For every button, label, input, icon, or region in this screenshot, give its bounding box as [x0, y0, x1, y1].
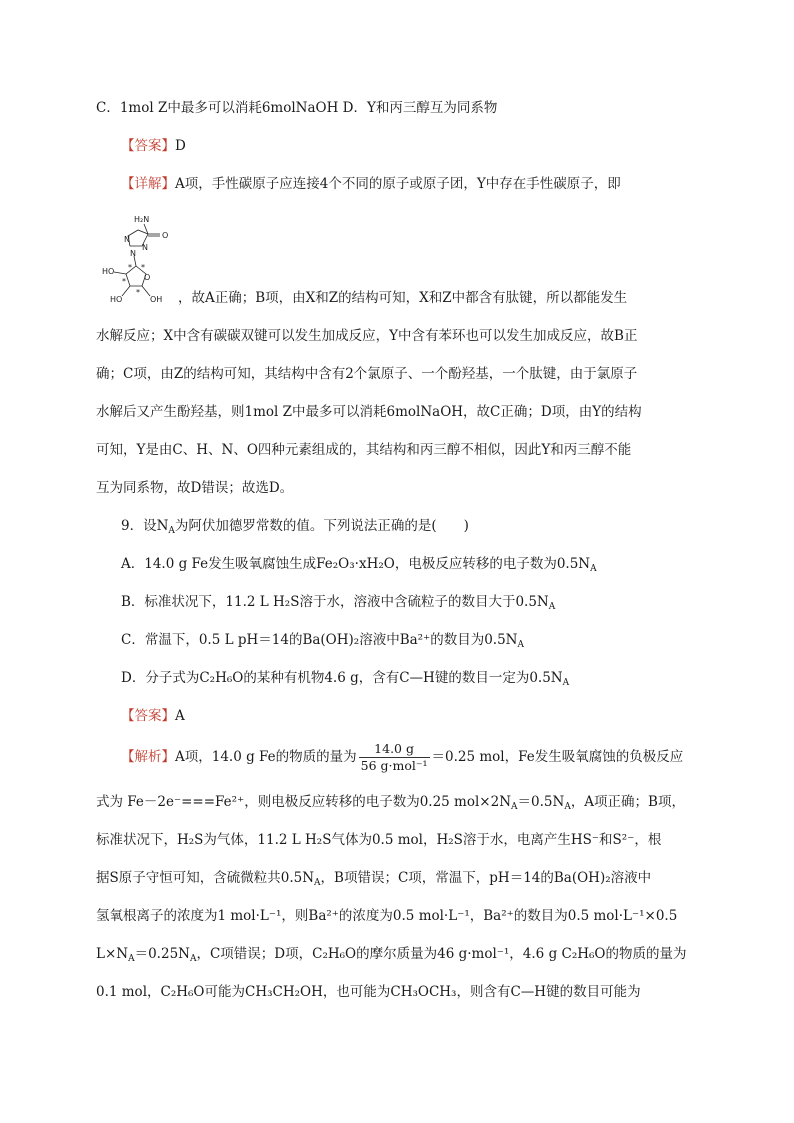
svg-text:*: * — [141, 263, 145, 272]
answer-tag: 【答案】 — [121, 138, 175, 154]
analysis-line-5: 氢氧根离子的浓度为1 mol·L⁻¹，则Ba²⁺的浓度为0.5 mol·L⁻¹，Ba²⁺的数目为0.5 mol·L⁻¹×0.5 — [96, 908, 678, 924]
detail-line-5: 水解后又产生酚羟基，则1mol Z中最多可以消耗6molNaOH，故C正确；D项，由Y的结构 — [96, 404, 642, 420]
answer-line-1 — [121, 136, 731, 156]
analysis-tag: 【解析】 — [121, 749, 175, 765]
answer-value: A — [175, 708, 185, 724]
svg-text:N: N — [142, 243, 148, 252]
option-c: C．常温下，0.5 L pH＝14的Ba(OH)₂溶液中Ba²⁺的数目为$0.5N_A$ — [121, 632, 524, 650]
detail-line-7: 互为同系物，故D错误；故选D。 — [96, 480, 294, 496]
analysis-line-7: 0.1 mol，C₂H₆O可能为CH₃CH₂OH，也可能为CH₃OCH₃，则含有C—H键的数目可能为 — [96, 984, 641, 1000]
question-9-stem: 9．设$N_A$为阿伏加德罗常数的值。下列说法正确的是( ) — [121, 518, 469, 536]
svg-text:*: * — [136, 288, 140, 297]
svg-text:*: * — [122, 277, 126, 286]
detail-tag: 【详解】 — [121, 176, 175, 192]
analysis-line-1: 【解析】A项，14.0 g Fe的物质的量为 $\frac{14.0 g}{\text{56 g·mol⁻¹}}$ ＝0.25 mol，Fe发生吸氧腐蚀的负极反应 — [121, 741, 684, 773]
molecule-structure-image — [100, 210, 180, 305]
detail-line-1: 【详解】A项，手性碳原子应连接4个不同的原子或原子团，Y中存在手性碳原子，即 — [121, 176, 621, 192]
option-d: D．分子式为C₂H₆O的某种有机物4.6 g，含有C—H键的数目一定为$0.5N_A$ — [121, 670, 570, 688]
answer-tag: 【答案】 — [121, 708, 175, 724]
detail-line-4: 确；C项，由Z的结构可知，其结构中含有2个氯原子、一个酚羟基，一个肽键，由于氯原子 — [96, 366, 638, 382]
svg-text:N: N — [124, 235, 130, 244]
answer-value: D — [175, 138, 186, 154]
svg-text:*: * — [128, 263, 132, 272]
svg-text:HO: HO — [110, 295, 123, 304]
svg-text:O: O — [144, 273, 151, 282]
option-c-d-line: C．1mol Z中最多可以消耗6molNaOH D．Y和丙三醇互为同系物 — [96, 100, 498, 116]
fraction: $\frac{14.0 g}{\text{56 g·mol⁻¹}}$ — [360, 741, 428, 773]
detail-line-3: 水解反应；X中含有碳碳双键可以发生加成反应，Y中含有苯环也可以发生加成反应，故B正 — [96, 328, 638, 344]
svg-text:H₂N: H₂N — [134, 215, 150, 224]
svg-text:O: O — [162, 231, 169, 240]
analysis-line-3: 标准状况下，H₂S为气体，11.2 L H₂S气体为0.5 mol，H₂S溶于水，电离产生HS⁻和S²⁻，根 — [96, 832, 662, 848]
detail-line-2: ，故A正确；B项，由X和Z的结构可知，X和Z中都含有肽键，所以都能发生 — [178, 290, 628, 306]
svg-text:N: N — [130, 249, 136, 258]
analysis-line-4: 据S原子守恒可知，含硫微粒共$0.5N_A$，B项错误；C项，常温下，pH＝14的Ba(OH)₂溶液中 — [96, 870, 652, 888]
answer-line-2 — [121, 706, 731, 726]
option-a: A．14.0 g Fe发生吸氧腐蚀生成Fe₂O₃·xH₂O，电极反应转移的电子数为$0.5N_A$ — [121, 556, 597, 574]
svg-text:OH: OH — [150, 295, 163, 304]
analysis-line-6: $L\times N_A=0.25N_A$，C项错误；D项，C₂H₆O的摩尔质量为46 g·mol⁻¹，4.6 g C₂H₆O的物质的量为 — [96, 946, 687, 964]
analysis-line-2: 式为 Fe－2e⁻===Fe²⁺，则电极反应转移的电子数为0.25 $mol\times 2N_A=0.5N_A$，A项正确；B项， — [96, 794, 685, 812]
option-b: B．标准状况下，11.2 L H₂S溶于水，溶液中含硫粒子的数目大于$0.5N_A$ — [121, 594, 556, 612]
svg-text:HO: HO — [102, 267, 115, 276]
detail-line-6: 可知，Y是由C、H、N、O四种元素组成的，其结构和丙三醇不相似，因此Y和丙三醇不能 — [96, 442, 632, 458]
